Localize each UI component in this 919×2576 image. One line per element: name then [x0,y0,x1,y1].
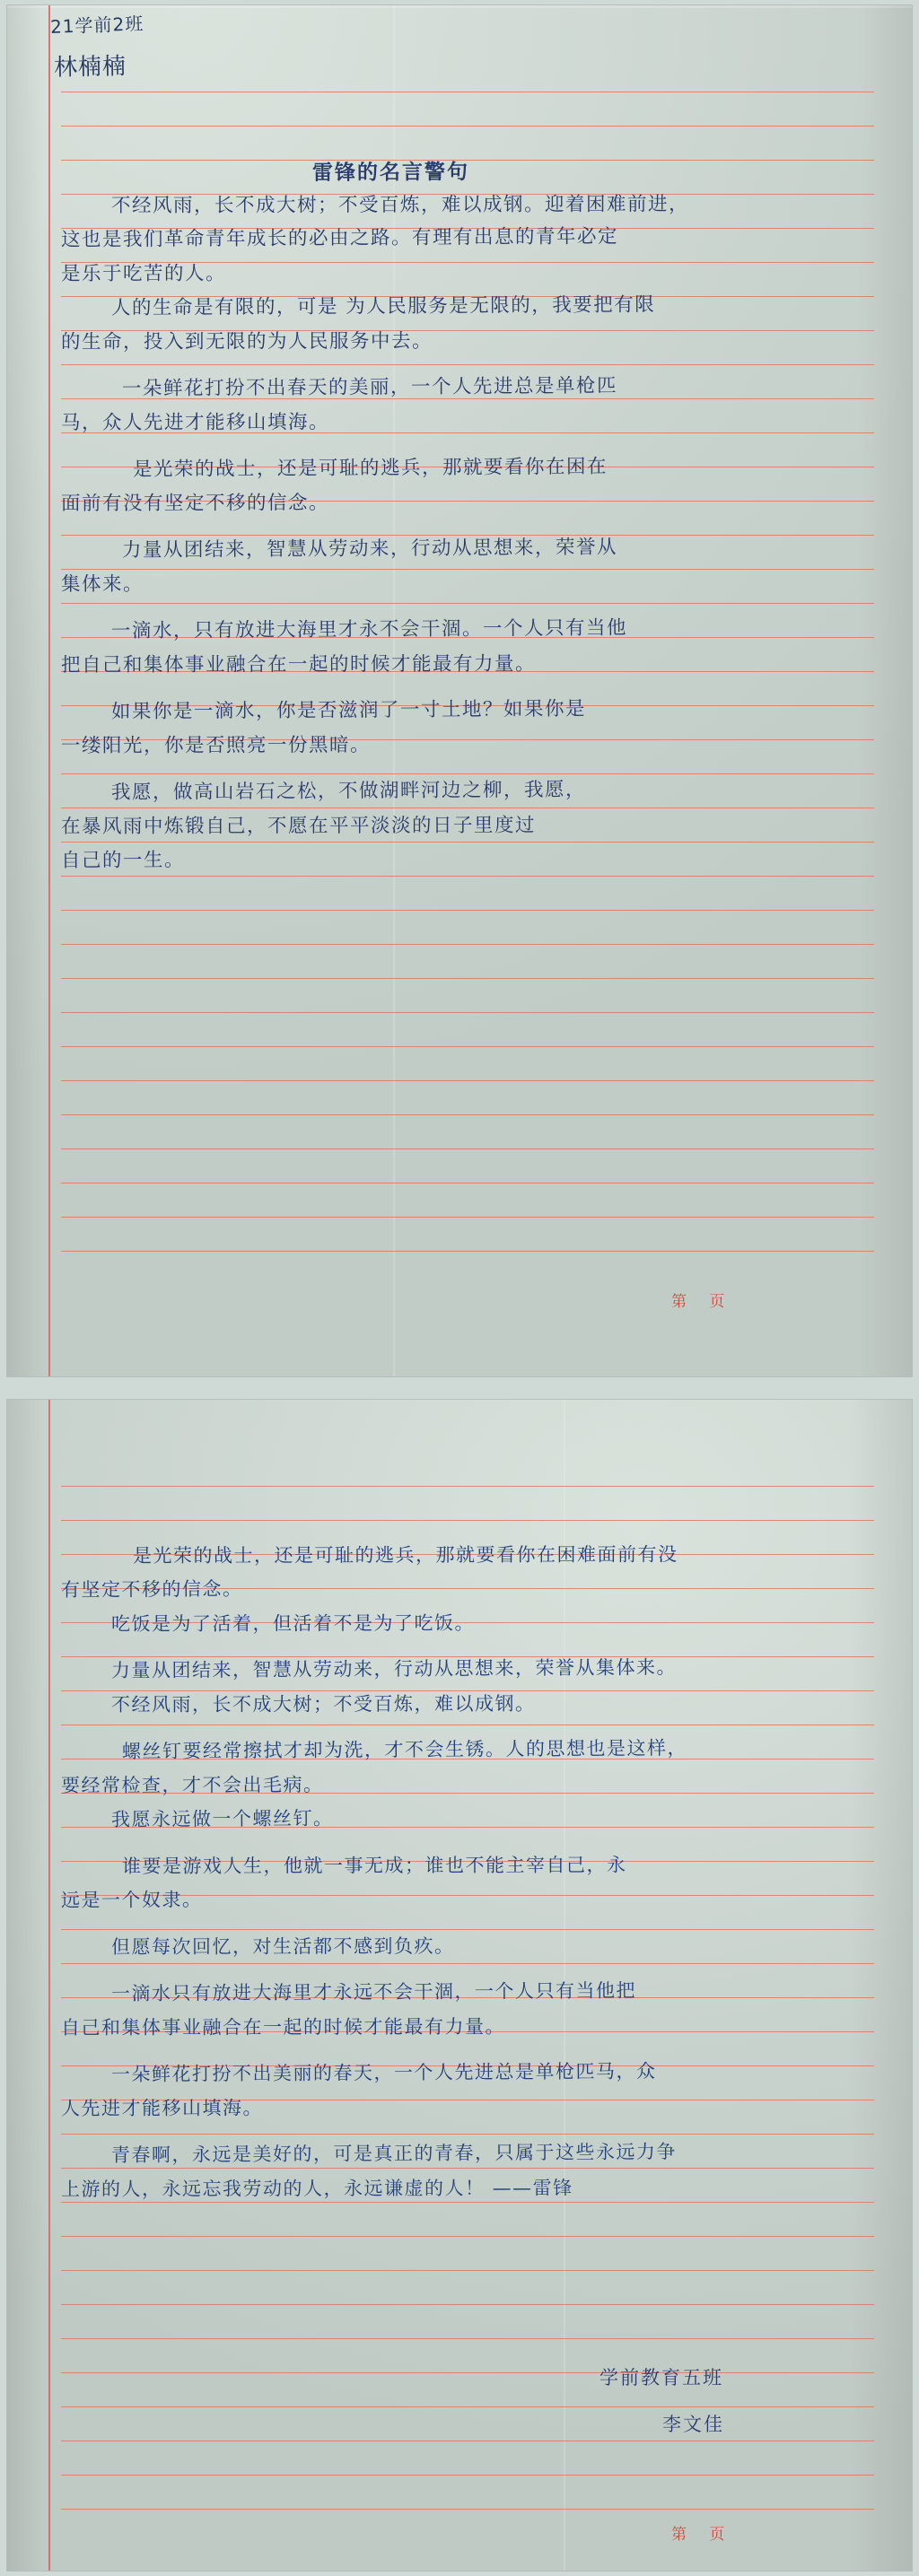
body-line: 远是一个奴隶。 [60,1889,203,1911]
body-line: 力量从团结来，智慧从劳动来，行动从思想来，荣誉从集体来。 [110,1656,677,1681]
body-line: 这也是我们革命青年成长的必由之路。有理有出息的青年必定 [60,225,618,252]
body-line: 吃饭是为了活着，但活着不是为了吃饭。 [110,1611,475,1635]
body-line: 青春啊，永远是美好的，可是真正的青春，只属于这些永远力争 [110,2141,677,2166]
page-footer: 第 页 [671,1293,734,1311]
body-line: 力量从团结来，智慧从劳动来，行动从思想来，荣誉从 [121,536,617,562]
body-line: 我愿，做高山岩石之松，不做湖畔河边之柳，我愿， [110,778,586,804]
body-line: 但愿每次回忆，对生活都不感到负疚。 [110,1934,455,1958]
body-line: 一朵鲜花打扮不出美丽的春天，一个人先进总是单枪匹马，众 [110,2060,657,2085]
body-line: 面前有没有坚定不移的信念。 [60,492,330,515]
body-line: 不经风雨，长不成大树；不受百炼，难以成钢。迎着困难前进， [110,193,690,217]
body-line: 要经常检查，才不会出毛病。 [60,1774,324,1796]
body-line: 有坚定不移的信念。 [60,1577,243,1601]
body-line: 是光荣的战士，还是可耻的逃兵，那就要看你在困难面前有没 [132,1543,678,1567]
body-line: 自己的一生。 [60,849,186,872]
body-line: 我愿永远做一个螺丝钉。 [110,1807,334,1830]
body-line: 人先进才能移山填海。 [60,2097,263,2119]
body-line: 一朵鲜花打扮不出春天的美丽，一个人先进总是单枪匹 [121,374,617,401]
notebook-sheet-2 [7,1400,912,2571]
body-line: 一滴水只有放进大海里才永远不会干涸，一个人只有当他把 [110,1979,636,2004]
body-line: 谁要是游戏人生，他就一事无成；谁也不能主宰自己，永 [121,1854,627,1877]
body-line: 一缕阳光，你是否照亮一份黑暗。 [60,734,372,757]
body-line: 马，众人先进才能移山填海。 [60,411,330,434]
signature-name: 李文佳 [662,2414,724,2435]
header-class-line: 21学前2班 [49,13,144,38]
document-title: 雷锋的名言警句 [311,160,469,186]
body-line: 如果你是一滴水，你是否滋润了一寸土地？如果你是 [110,697,586,723]
body-line: 自己和集体事业融合在一起的时候才能最有力量。 [60,2015,505,2039]
notebook-sheet-1 [7,5,912,1376]
body-line: 的生命，投入到无限的为人民服务中去。 [60,329,433,354]
body-line: 是乐于吃苦的人。 [60,262,227,285]
page-footer: 第 页 [671,2526,734,2544]
body-line: 不经风雨，长不成大树；不受百炼，难以成钢。 [110,1692,536,1716]
body-line: 在暴风雨中炼锻自己，不愿在平平淡淡的日子里度过 [60,814,537,838]
body-line: 是光荣的战士，还是可耻的逃兵，那就要看你在困在 [132,455,608,481]
body-line: 上游的人，永远忘我劳动的人，永远谦虚的人！ ——雷锋 [60,2177,573,2200]
body-line: 人的生命是有限的，可是 为人民服务是无限的，我要把有限 [110,293,656,320]
header-name-line: 林楠楠 [53,53,127,82]
body-line: 集体来。 [60,572,144,596]
body-line: 一滴水，只有放进大海里才永不会干涸。一个人只有当他 [110,616,627,642]
body-line: 螺丝钉要经常擦拭才却为洗，才不会生锈。人的思想也是这样， [121,1737,687,1762]
signature-class: 学前教育五班 [600,2367,723,2388]
body-line: 把自己和集体事业融合在一起的时候才能最有力量。 [60,652,537,677]
